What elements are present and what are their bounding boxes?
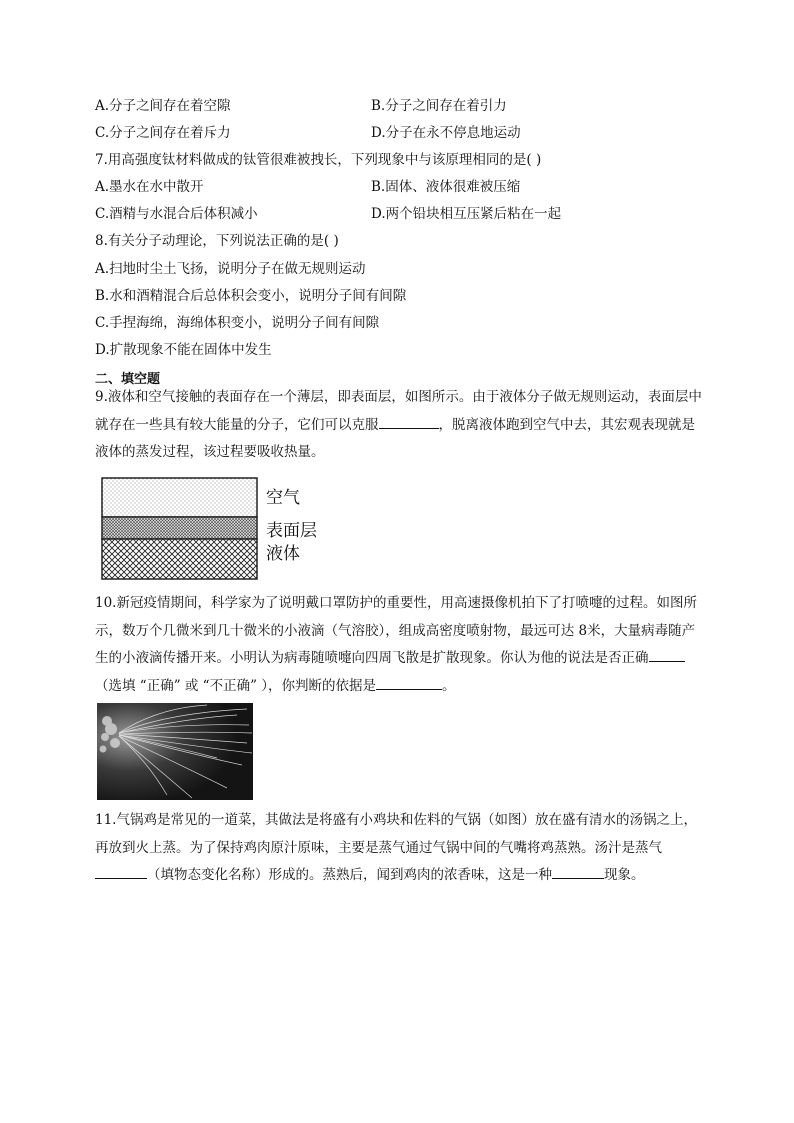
q7-stem: 7.用高强度钛材料做成的钛管很难被拽长，下列现象中与该原理相同的是( ) (95, 152, 542, 168)
q7-option-a: A.墨水在水中散开 (95, 179, 204, 195)
figure-liquid-region (102, 539, 257, 579)
q8-stem: 8.有关分子动理论，下列说法正确的是( ) (95, 233, 339, 249)
q9-text (95, 384, 705, 467)
q10-text-part2: （选填 “正确” 或 “不正确” ），你判断的依据是 (95, 677, 377, 694)
figure-air-region (102, 478, 257, 517)
q8-option-c: C.手捏海绵，海绵体积变小，说明分子间有间隙 (95, 315, 380, 331)
q6-option-d: D.分子在永不停息地运动 (371, 125, 521, 141)
q7-option-d: D.两个铅块相互压紧后粘在一起 (371, 206, 562, 222)
figure-label-liquid: 液体 (266, 544, 300, 564)
q9-answer-blank[interactable] (379, 414, 439, 429)
q9-liquid-surface-figure (100, 476, 260, 582)
q10-text (95, 590, 705, 700)
q11-text-part1: 11.气锅鸡是常见的一道菜，其做法是将盛有小鸡块和佐料的气锅（如图）放在盛有清水的汤锅之上，再放到火上蒸。为了保持鸡肉原汁原味，主要是蒸气通过气锅中间的气嘴将鸡蒸熟。汤汁是蒸气 (95, 812, 697, 856)
q9-text-part2: ，脱离液体跑到空气中去，其宏观表现就是液体的蒸发过程，该过程要吸收热量。 (95, 416, 695, 460)
section-heading-fill-blank: 二、填空题 (95, 372, 161, 387)
figure-label-air: 空气 (266, 488, 300, 508)
q10-text-part1: 10.新冠疫情期间，科学家为了说明戴口罩防护的重要性，用高速摄像机拍下了打喷嚏的过程。如图所示，数万个几微米到几十微米的小液滴（气溶胶），组成高密度喷射物，最远可达 8米，大量病毒随产生的小液滴传播开来。小明认为病毒随喷嚏向四周飞散是扩散现象。你认为他的说法是否正确 (95, 595, 697, 666)
q8-option-a: A.扫地时尘土飞扬，说明分子在做无规则运动 (95, 261, 366, 277)
q6-option-a: A.分子之间存在着空隙 (95, 98, 231, 114)
q8-option-b: B.水和酒精混合后总体积会变小，说明分子间有间隙 (95, 288, 407, 304)
q11-answer-blank-1[interactable] (95, 864, 147, 879)
q10-answer-blank-1[interactable] (649, 647, 685, 662)
q7-option-c: C.酒精与水混合后体积减小 (95, 206, 258, 222)
q6-option-c: C.分子之间存在着斥力 (95, 125, 231, 141)
figure-surface-layer-region (102, 517, 257, 539)
q10-answer-blank-2[interactable] (376, 675, 442, 690)
q8-option-d: D.扩散现象不能在固体中发生 (95, 342, 272, 358)
q11-text-part3: 现象。 (604, 867, 645, 883)
q11-text-part2: （填物态变化名称）形成的。蒸熟后，闻到鸡肉的浓香味，这是一种 (147, 867, 552, 883)
q9-text-part1: 9.液体和空气接触的表面存在一个薄层，即表面层，如图所示。由于液体分子做无规则运动，表面层中就存在一些具有较大能量的分子，它们可以克服 (95, 389, 702, 433)
q7-option-b: B.固体、液体很难被压缩 (371, 179, 521, 195)
q6-option-b: B.分子之间存在着引力 (371, 98, 507, 114)
q11-text (95, 807, 705, 890)
q11-answer-blank-2[interactable] (552, 864, 604, 879)
q10-text-part3: 。 (442, 677, 456, 694)
sneeze-droplets-photo (97, 703, 253, 800)
figure-label-surface-layer: 表面层 (266, 521, 317, 541)
